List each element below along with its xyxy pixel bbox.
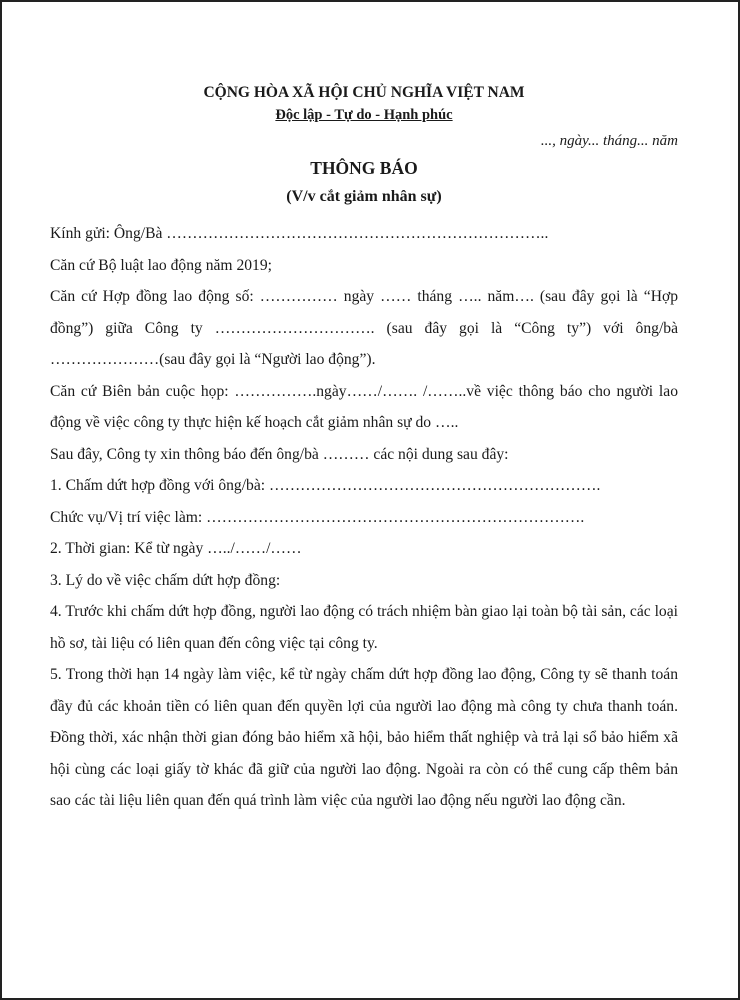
document-content: [50, 82, 678, 817]
document-title: THÔNG BÁO: [310, 158, 418, 178]
intro-line: Sau đây, Công ty xin thông báo đến ông/bà ……… các nội dung sau đây:: [50, 445, 509, 463]
basis-labor-code: Căn cứ Bộ luật lao động năm 2019;: [50, 256, 272, 274]
item-4-handover: 4. Trước khi chấm dứt hợp đồng, người lao động có trách nhiệm bàn giao lại toàn bộ tài sản, các loại hồ sơ, tài liệu có liên quan đến công việc tại công ty.: [50, 603, 678, 652]
document-subtitle: (V/v cắt giảm nhân sự): [286, 188, 442, 205]
national-title: CỘNG HÒA XÃ HỘI CHỦ NGHĨA VIỆT NAM: [203, 84, 525, 101]
motto-text: Độc lập - Tự do - Hạnh phúc: [275, 107, 453, 123]
position-line: Chức vụ/Vị trí việc làm: ……………………………………………………………….: [50, 508, 585, 526]
date-line: ..., ngày... tháng... năm: [540, 133, 678, 149]
item-3-reason: 3. Lý do về việc chấm dứt hợp đồng:: [50, 571, 281, 589]
item-1-terminate: 1. Chấm dứt hợp đồng với ông/bà: ……………………………………………………….: [50, 477, 601, 494]
item-2-time: 2. Thời gian: Kể từ ngày …../……/……: [50, 540, 302, 557]
document-body: [50, 218, 678, 817]
basis-contract: Căn cứ Hợp đồng lao động số: …………… ngày …… tháng ….. năm…. (sau đây gọi là “Hợp đồng”) giữa Công ty …………………………. (sau đây gọi là “Công ty”) với ông/bà …………………(sau đây gọi là “Người lao động”).: [50, 288, 678, 368]
recipient-line: Kính gửi: Ông/Bà ………………………………………………………………..: [50, 225, 549, 242]
item-5-payment: 5. Trong thời hạn 14 ngày làm việc, kể từ ngày chấm dứt hợp đồng lao động, Công ty sẽ thanh toán đầy đủ các khoản tiền có liên quan đến quyền lợi của người lao động mà công ty chưa thanh toán. Đồng thời, xác nhận thời gian đóng bảo hiểm xã hội, bảo hiểm thất nghiệp và trả lại sổ bảo hiểm xã hội cùng các loại giấy tờ khác đã giữ của người lao động. Ngoài ra còn có thể cung cấp thêm bản sao các tài liệu liên quan đến quá trình làm việc của người lao động nếu người lao động cần.: [50, 666, 678, 809]
basis-minutes: Căn cứ Biên bản cuộc họp: …………….ngày……/……. /……..về việc thông báo cho người lao động về việc công ty thực hiện kế hoạch cắt giảm nhân sự do …..: [50, 382, 678, 431]
motto: [50, 104, 678, 126]
